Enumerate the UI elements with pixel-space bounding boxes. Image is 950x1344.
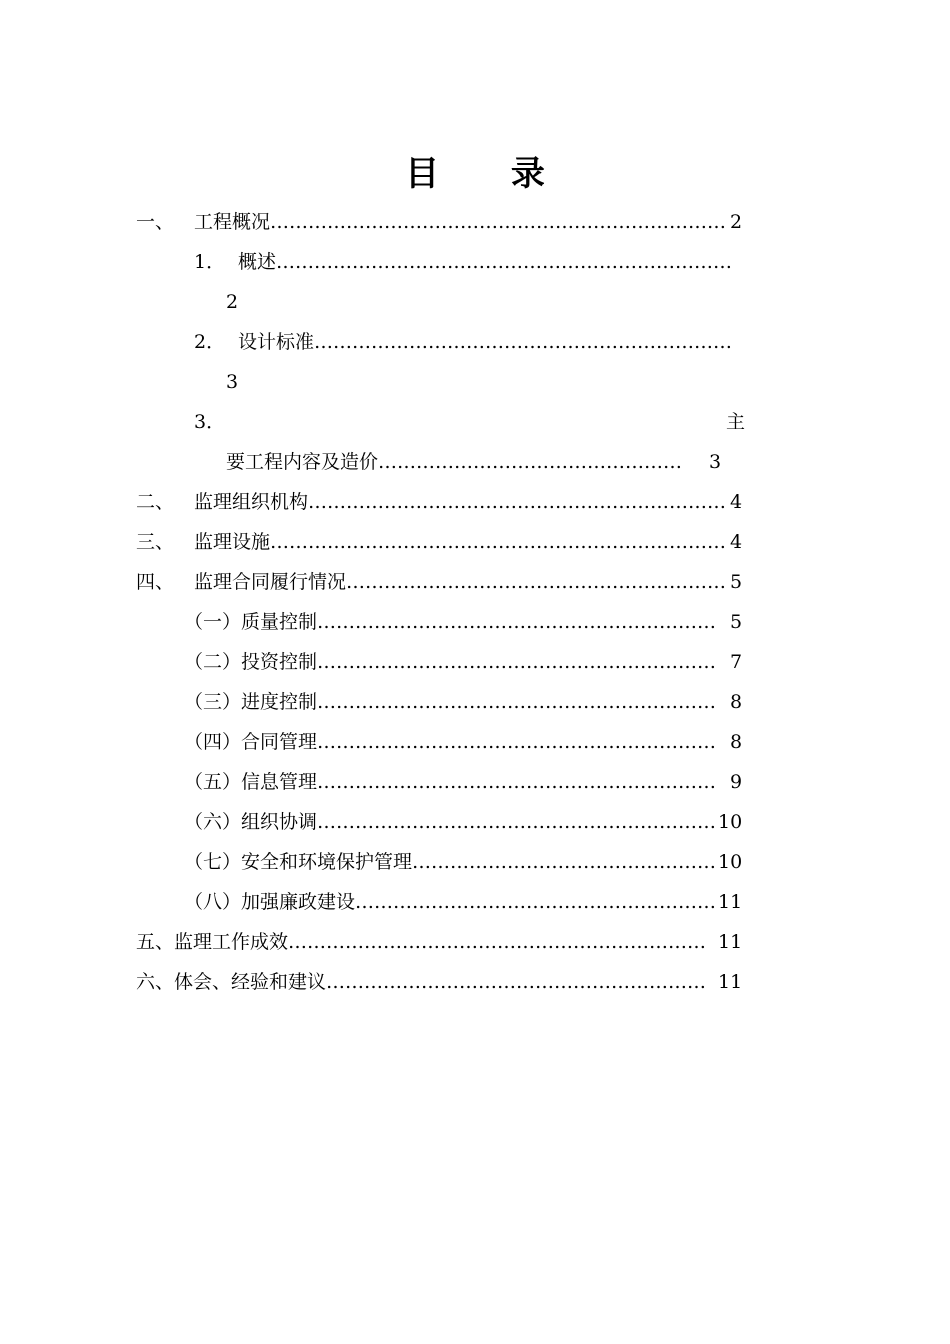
toc-entry-2[interactable]	[194, 482, 742, 522]
toc-entry-label: 概述	[238, 251, 277, 273]
dot-leader: ………………………………………………………	[317, 731, 717, 753]
toc-entry-label: 监理合同履行情况	[194, 571, 347, 593]
dot-leader: ………………………………………………………	[317, 771, 717, 793]
toc-entry-label: （六）组织协调	[184, 811, 318, 833]
toc-entry-label: 工程概况	[194, 211, 271, 233]
dot-leader: ………………………………………………………………	[276, 251, 733, 273]
toc-entry-page: 8	[730, 691, 742, 713]
toc-entry-1-2[interactable]	[238, 322, 750, 362]
toc-prefix-1-3: 3．	[194, 411, 226, 433]
toc-entry-page: 8	[730, 731, 742, 753]
dot-leader: ………………………………………………………	[317, 651, 717, 673]
toc-entry-page: 7	[730, 651, 742, 673]
dot-leader: …………………………………………………………	[308, 491, 727, 513]
toc-entry-page: 10	[718, 811, 742, 833]
toc-entry-page: 3	[709, 451, 721, 473]
toc-prefix-1: 一、	[136, 211, 175, 233]
toc-entry-page: 5	[730, 611, 742, 633]
toc-entry-label: （一）质量控制	[184, 611, 318, 633]
dot-leader: …………………………………………………………	[314, 331, 733, 353]
toc-entry-page: 11	[718, 971, 742, 993]
toc-prefix-2: 二、	[136, 491, 175, 513]
toc-entry-page: 5	[730, 571, 742, 593]
toc-entry-1[interactable]	[194, 202, 742, 242]
dot-leader: …………………………………………………………	[288, 931, 707, 953]
toc-entry-label: （三）进度控制	[184, 691, 318, 713]
toc-entry-4-1[interactable]	[184, 602, 742, 642]
toc-entry-4-4[interactable]	[184, 722, 742, 762]
toc-entry-4-6[interactable]	[184, 802, 742, 842]
toc-entry-4-2[interactable]	[184, 642, 742, 682]
dot-leader: ………………………………………………………………	[270, 531, 727, 553]
toc-entry-page: 10	[718, 851, 742, 873]
toc-entry-page: 4	[730, 491, 742, 513]
toc-entry-label: （七）安全和环境保护管理	[184, 851, 413, 873]
dot-leader: ………………………………………………………	[317, 611, 717, 633]
toc-prefix-1-2: 2．	[194, 331, 226, 353]
toc-entry-6[interactable]	[136, 962, 742, 1002]
toc-entry-label: （四）合同管理	[184, 731, 318, 753]
toc-entry-3[interactable]	[194, 522, 742, 562]
toc-entry-label: 要工程内容及造价	[226, 451, 379, 473]
toc-entry-label: 监理设施	[194, 531, 271, 553]
toc-entry-page-1-1: 2	[226, 291, 239, 313]
toc-entry-4-7[interactable]	[184, 842, 742, 882]
toc-entry-4[interactable]	[194, 562, 742, 602]
toc-prefix-3: 三、	[136, 531, 175, 553]
dot-leader: ………………………………………………………………	[270, 211, 727, 233]
dot-leader: ……………………………………………………	[346, 571, 727, 593]
toc-prefix-1-1: 1．	[194, 251, 226, 273]
toc-entry-page: 9	[730, 771, 742, 793]
dot-leader: ……………………………………………………	[326, 971, 707, 993]
toc-entry-label: 五、监理工作成效	[136, 931, 289, 953]
toc-entry-4-3[interactable]	[184, 682, 742, 722]
toc-entry-page: 11	[718, 891, 742, 913]
toc-entry-page-1-2: 3	[226, 371, 239, 393]
dot-leader: …………………………………………	[412, 851, 717, 873]
toc-entry-label: （二）投资控制	[184, 651, 318, 673]
toc-entry-label: （五）信息管理	[184, 771, 318, 793]
toc-entry-label-1-3a: 主	[726, 411, 746, 433]
toc-entry-5[interactable]	[136, 922, 742, 962]
toc-entry-label: 六、体会、经验和建议	[136, 971, 327, 993]
toc-entry-page: 4	[730, 531, 742, 553]
toc-prefix-4: 四、	[136, 571, 175, 593]
toc-entry-label: 设计标准	[238, 331, 315, 353]
page-title: 目 录	[405, 154, 575, 194]
toc-entry-label: 监理组织机构	[194, 491, 309, 513]
dot-leader: ………………………………………………………	[317, 691, 717, 713]
toc-entry-page: 11	[718, 931, 742, 953]
toc-entry-4-5[interactable]	[184, 762, 742, 802]
dot-leader: ………………………………………………………	[317, 811, 717, 833]
toc-entry-1-1[interactable]	[238, 242, 750, 282]
toc-entry-page: 2	[730, 211, 742, 233]
dot-leader: …………………………………………	[378, 451, 683, 473]
toc-entry-1-3[interactable]	[226, 442, 721, 482]
toc-entry-4-8[interactable]	[184, 882, 742, 922]
toc-entry-label: （八）加强廉政建设	[184, 891, 356, 913]
dot-leader: …………………………………………………	[355, 891, 717, 913]
